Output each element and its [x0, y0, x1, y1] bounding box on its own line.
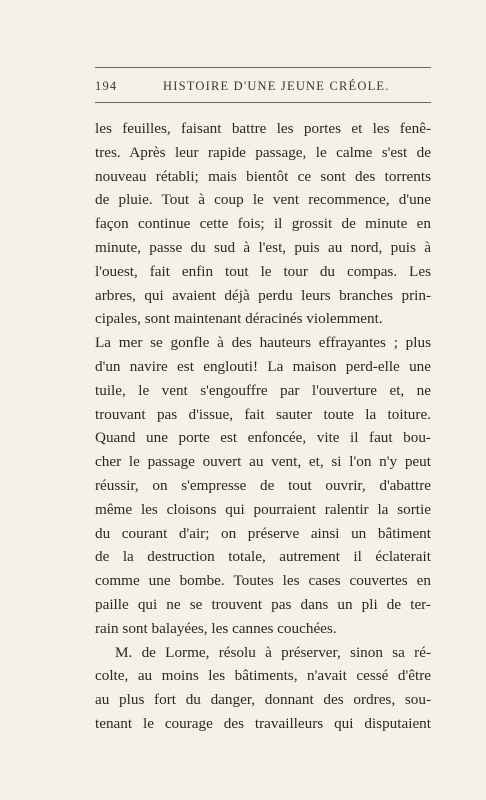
- header-top-rule: [95, 67, 431, 68]
- body-text: [95, 117, 431, 736]
- text-line: façon continue cette fois; il grossit de minute en: [95, 215, 431, 233]
- text-line: trouvant pas d'issue, fait sauter toute la toiture.: [95, 405, 431, 423]
- text-line: de pluie. Tout à coup le vent recommence, d'une: [95, 191, 431, 209]
- text-line: même les cloisons qui pourraient ralentir la sortie: [95, 500, 431, 518]
- text-line: tres. Après leur rapide passage, le calme s'est de: [95, 143, 431, 161]
- text-line: nouveau rétabli; mais bientôt ce sont des torrents: [95, 167, 431, 185]
- text-line: les feuilles, faisant battre les portes et les fenê-: [95, 120, 431, 137]
- text-line: réussir, on s'empresse de tout ouvrir, d'abattre: [95, 476, 431, 494]
- text-line: cher le passage ouvert au vent, et, si l'on n'y peut: [95, 453, 431, 471]
- text-line: tenant le courage des travailleurs qui disputaient: [95, 714, 431, 732]
- text-line: au plus fort du danger, donnant des ordres, sou-: [95, 691, 431, 709]
- page-number: 194: [95, 79, 118, 93]
- text-line: l'ouest, fait enfin tout le tour du compas. Les: [95, 262, 431, 280]
- header-bottom-rule: [95, 102, 431, 103]
- text-line: M. de Lorme, résolu à préserver, sinon sa ré-: [115, 643, 431, 661]
- text-line: comme une bombe. Toutes les cases couvertes en: [95, 572, 431, 590]
- text-line: rain sont balayées, les cannes couchées.: [95, 619, 337, 637]
- running-title: HISTOIRE D'UNE JEUNE CRÉOLE.: [163, 79, 390, 93]
- text-line: La mer se gonfle à des hauteurs effrayantes ; plus: [95, 334, 431, 352]
- text-line: paille qui ne se trouvent pas dans un pli de ter-: [95, 595, 431, 613]
- text-line: Quand une porte est enfoncée, vite il faut bou-: [95, 429, 431, 447]
- text-line: tuile, le vent s'engouffre par l'ouverture et, ne: [95, 381, 431, 399]
- text-line: colte, au moins les bâtiments, n'avait cessé d'être: [95, 667, 431, 685]
- text-line: d'un navire est englouti! La maison perd-elle une: [95, 357, 431, 375]
- text-line: minute, passe du sud à l'est, puis au nord, puis à: [95, 238, 431, 256]
- running-header: [95, 77, 431, 95]
- text-line: cipales, sont maintenant déracinés violemment.: [95, 310, 383, 328]
- text-line: de la destruction totale, autrement il éclaterait: [95, 548, 431, 566]
- text-line: arbres, qui avaient déjà perdu leurs branches prin-: [95, 286, 431, 304]
- text-line: du courant d'air; on préserve ainsi un bâtiment: [95, 524, 431, 542]
